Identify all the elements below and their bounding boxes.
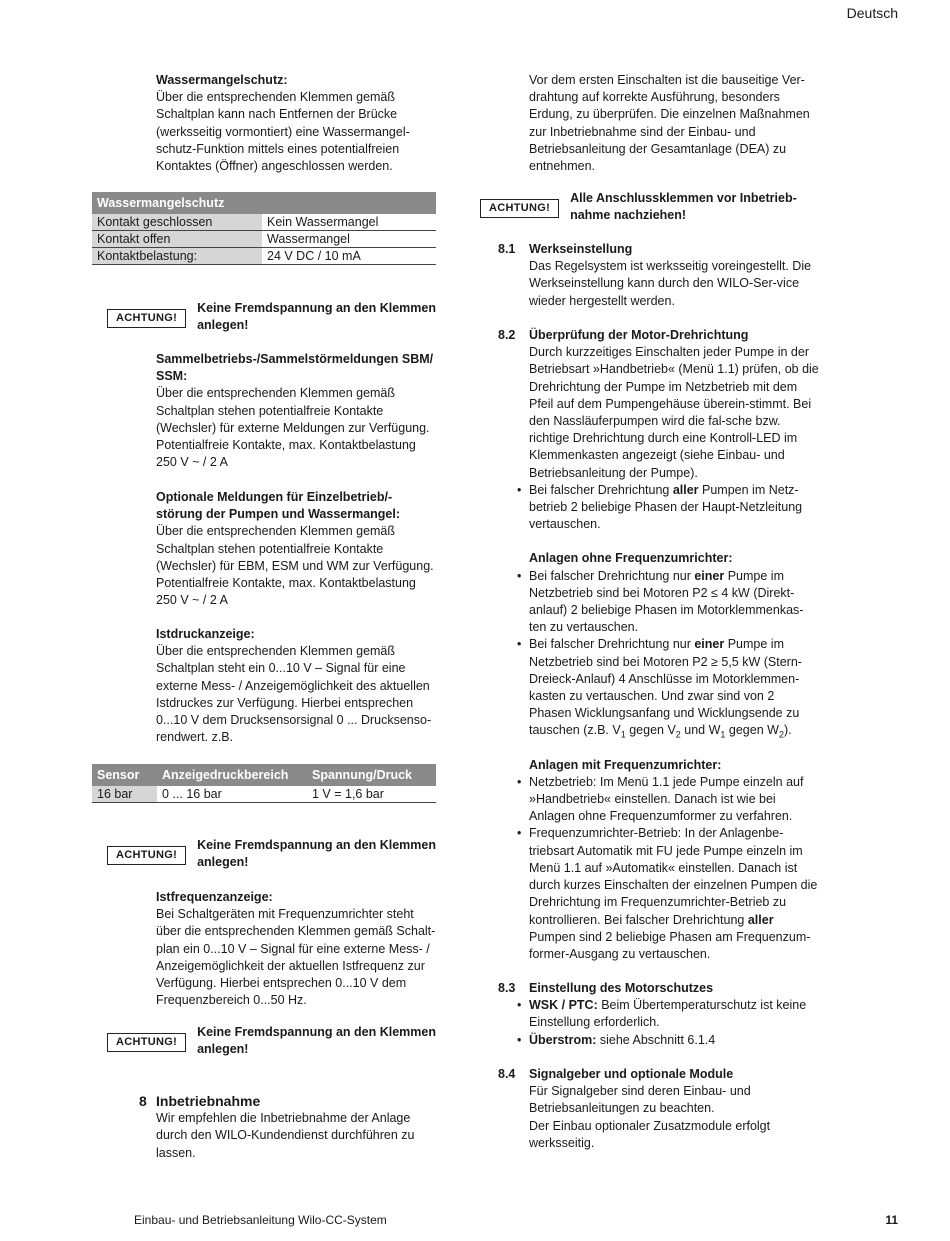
achtung-badge: ACHTUNG! — [480, 199, 559, 218]
section-8-2-number: 8.2 — [498, 328, 516, 342]
section-8-3 — [529, 980, 819, 1049]
table-row: Kontakt offen Wassermangel — [92, 231, 436, 248]
intro-text: Vor dem ersten Einschalten ist die bauseitige Ver-drahtung auf korrekte Ausführung, besonders Erdung, zu überprüfen. Die einzelnen Maßnahmen zur Inbetriebnahme sind der Einbau- und Betriebsanleitung der Gesamtanlage (DEA) zu entnehmen. — [529, 73, 810, 174]
section-8-1-number: 8.1 — [498, 242, 516, 256]
freq-section — [156, 889, 438, 1009]
section-8 — [156, 1093, 438, 1162]
warning-note-right — [480, 190, 820, 224]
wm-heading: Wassermangelschutz: — [156, 73, 288, 87]
list-item: • Frequenzumrichter-Betrieb: In der Anlagenbe-triebsart Automatik mit FU jede Pumpe einzeln im Menü 1.1 auf »Automatik« einstellen. Danach ist durch kurzes Einschalten der einzelnen Pumpen die Drehrichtung im Frequenzumrichter-Betrieb zu kontrollieren. Bei falscher Drehrichtung aller Pumpen sind 2 beliebige Phasen am Frequenzum-former-Ausgang zu vertauschen. — [529, 825, 819, 963]
language-label: Deutsch — [846, 5, 898, 21]
sbm-text: Über die entsprechenden Klemmen gemäß Schaltplan stehen potentialfreie Kontakte (Wechsler) für externe Meldungen zur Verfügung. Potentialfreie Kontakte, max. Kontaktbelastung 250 V ~ / 2 A — [156, 386, 430, 470]
page-number: 11 — [885, 1213, 898, 1227]
list-item: • WSK / PTC: Beim Übertemperaturschutz ist keine Einstellung erforderlich. — [529, 997, 819, 1031]
subheading-mit-fu: Anlagen mit Frequenzumrichter: — [529, 757, 722, 772]
left-column — [156, 72, 438, 175]
footer-doc-title: Einbau- und Betriebsanleitung Wilo-CC-System — [134, 1213, 387, 1227]
opt-heading: Optionale Meldungen für Einzelbetrieb/-störung der Pumpen und Wassermangel: — [156, 490, 401, 522]
table-row: Kontakt geschlossen Kein Wassermangel — [92, 214, 436, 231]
section-8-number: 8 — [139, 1093, 147, 1109]
achtung-badge: ACHTUNG! — [107, 846, 186, 865]
opt-text: Über die entsprechenden Klemmen gemäß Schaltplan stehen potentialfreie Kontakte (Wechsler) für EBM, ESM und WM zur Verfügung. Potentialfreie Kontakte, max. Kontaktbelastung 250 V ~ / 2 A — [156, 524, 434, 608]
warning-note-2 — [107, 837, 437, 871]
achtung-badge: ACHTUNG! — [107, 1033, 186, 1052]
section-8-1-title: Werkseinstellung — [529, 242, 633, 256]
wm-table-title: Wassermangelschutz — [92, 192, 436, 214]
warning-text: Alle Anschlussklemmen vor Inbetrieb-nahme nachziehen! — [570, 191, 797, 223]
warning-text: Keine Fremdspannung an den Klemmen anlegen! — [197, 301, 436, 333]
section-8-4: Signalgeber und optionale Module Für Signalgeber sind deren Einbau- und Betriebsanleitungen zu beachten. Der Einbau optionaler Zusatzmodule erfolgt werksseitig. — [529, 1066, 819, 1152]
section-8-text: Wir empfehlen die Inbetriebnahme der Anlage durch den WILO-Kundendienst durchführen zu lassen. — [156, 1111, 415, 1160]
ist-section — [156, 626, 438, 746]
subheading-ohne-fu: Anlagen ohne Frequenzumrichter: — [529, 551, 733, 566]
table-row: 16 bar 0 ... 16 bar 1 V = 1,6 bar — [92, 786, 436, 803]
list-item: • Netzbetrieb: Im Menü 1.1 jede Pumpe einzeln auf »Handbetrieb« einstellen. Danach ist wie bei Anlagen ohne Frequenzumformer zu verfahren. — [529, 774, 819, 826]
warning-note-1 — [107, 300, 437, 334]
section-8-4-title: Signalgeber und optionale Module — [529, 1067, 734, 1081]
warning-text: Keine Fremdspannung an den Klemmen anlegen! — [197, 838, 436, 870]
section-8-2-title: Überprüfung der Motor-Drehrichtung — [529, 328, 749, 342]
list-item: • Bei falscher Drehrichtung nur einer Pumpe im Netzbetrieb sind bei Motoren P2 ≤ 4 kW (Direkt-anlauf) 2 beliebige Phasen im Motorklemmenkas-ten zu vertauschen. — [529, 568, 819, 637]
section-8-1: Werkseinstellung Das Regelsystem ist werksseitig voreingestellt. Die Werkseinstellung kann durch den WILO-Ser-vice wieder hergestellt werden. — [529, 241, 819, 310]
sbm-heading: Sammelbetriebs-/Sammelstörmeldungen SBM/ SSM: — [156, 352, 434, 384]
warning-note-3 — [107, 1024, 437, 1058]
opt-section — [156, 489, 438, 609]
warning-text: Keine Fremdspannung an den Klemmen anlegen! — [197, 1025, 436, 1057]
ist-text: Über die entsprechenden Klemmen gemäß Schaltplan steht ein 0...10 V – Signal für eine externe Mess- / Anzeigemöglichkeit des aktuellen Istdruckes zur Verfügung. Hierbei entsprechen 0...10 V dem Drucksensorsignal 0 ... Drucksenso-rendwert. z.B. — [156, 644, 432, 745]
achtung-badge: ACHTUNG! — [107, 309, 186, 328]
sensor-table: Sensor Anzeigedruckbereich Spannung/Druck 16 bar 0 ... 16 bar 1 V = 1,6 bar — [92, 764, 436, 803]
section-8-3-title: Einstellung des Motorschutzes — [529, 981, 714, 995]
section-8-3-number: 8.3 — [498, 981, 516, 995]
list-item: • Bei falscher Drehrichtung aller Pumpen im Netz-betrieb 2 beliebige Phasen der Haupt-Netzleitung vertauschen. — [529, 482, 819, 534]
list-item: • Bei falscher Drehrichtung nur einer Pumpe im Netzbetrieb sind bei Motoren P2 ≥ 5,5 kW (Stern-Dreieck-Anlauf) 4 Anschlüsse im Motorklemmen-kasten zu vertauschen. Und zwar sind von 2 Phasen Wicklungsanfang und Wicklungsende zu tauschen (z.B. $V_1$ gegen $V_2$ und $W_1$ gegen $W_2$). — [529, 636, 819, 739]
wm-table — [92, 192, 436, 265]
ist-heading: Istdruckanzeige: — [156, 627, 255, 641]
wm-text: Über die entsprechenden Klemmen gemäß Schaltplan kann nach Entfernen der Brücke (werksseitig vormontiert) eine Wassermangel-schutz-Funktion mittels eines potentialfreien Kontaktes (Öffner) angeschlossen werden. — [156, 90, 410, 174]
table-row: Kontaktbelastung: 24 V DC / 10 mA — [92, 248, 436, 265]
list-item: • Überstrom: siehe Abschnitt 6.1.4 — [529, 1032, 819, 1049]
freq-heading: Istfrequenzanzeige: — [156, 890, 273, 904]
section-8-4-number: 8.4 — [498, 1067, 516, 1081]
freq-text: Bei Schaltgeräten mit Frequenzumrichter steht über die entsprechenden Klemmen gemäß Schalt-plan ein 0...10 V – Signal für eine externe Mess- / Anzeigemöglichkeit der aktuellen Istfrequenz zur Verfügung. Hierbei entsprechen 0...10 V dem Frequenzbereich 0...50 Hz. — [156, 907, 436, 1008]
section-8-title: Inbetriebnahme — [156, 1093, 261, 1109]
section-8-2: Überprüfung der Motor-Drehrichtung Durch kurzzeitiges Einschalten jeder Pumpe in der Betriebsart »Handbetrieb« (Menü 1.1) prüfen, ob die Drehrichtung der Pumpe im Netzbetrieb mit dem Pfeil auf dem Pumpengehäuse überein-stimmt. Bei den Nassläuferpumpen wird die fal-sche bzw. richtige Drehrichtung durch eine Kontroll-LED im Klemmenkasten angezeigt (siehe Einbau- und Betriebsanleitung der Pumpe). • Bei falscher Drehrichtung aller Pumpen im Netz-betrieb 2 beliebige Phasen der Haupt-Netzleitung vertauschen. Anlagen ohne Frequenzumrichter: • Bei falscher Drehrichtung nur einer Pumpe im Netzbetrieb sind bei Motoren P2 ≤ 4 kW (Direkt-anlauf) 2 beliebige Phasen im Motorklemmenkas-ten zu vertauschen. • Bei falscher Drehrichtung nur einer Pumpe im Netzbetrieb sind bei Motoren P2 ≥ 5,5 kW (Stern-Dreieck-Anlauf) 4 Anschlüsse im Motorklemmen-kasten zu vertauschen. Und zwar sind von 2 Phasen Wicklungsanfang und Wicklungsende zu tauschen (z.B. $V_1$ gegen $V_2$ und $W_1$ gegen $W_2$). Anlagen mit Frequenzumrichter: • Netzbetrieb: Im Menü 1.1 jede Pumpe einzeln auf »Handbetrieb« einstellen. Danach ist wie bei Anlagen ohne Frequenzumformer zu verfahren. • Frequenzumrichter-Betrieb: In der Anlagenbe-triebsart Automatik mit FU jede Pumpe einzeln im Menü 1.1 auf »Automatik« einstellen. Danach ist durch kurzes Einschalten der einzelnen Pumpen die Drehrichtung im Frequenzumrichter-Betrieb zu kontrollieren. Bei falscher Drehrichtung aller Pumpen sind 2 beliebige Phasen am Frequenzum-former-Ausgang zu vertauschen. — [529, 327, 819, 963]
sbm-section — [156, 351, 438, 471]
